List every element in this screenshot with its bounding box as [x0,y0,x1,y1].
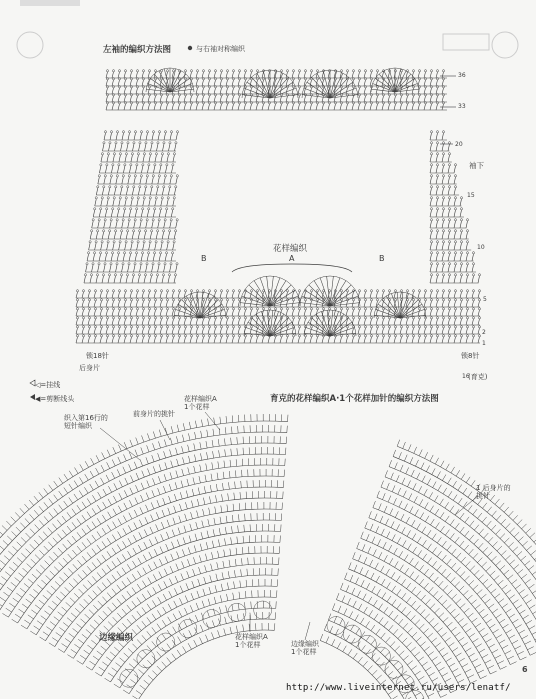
stitch-row-right [430,252,475,261]
ann-back-hem: 前身片的挑针 [133,410,175,418]
pattern-label: 花样编织 [273,244,308,254]
row-number: 2 [482,329,486,336]
stitch-row-bottom [76,290,481,298]
stitch-row-right [430,186,459,195]
row-number: 1 [482,340,486,347]
page-number: 6 [522,665,528,674]
shell-motif [304,310,356,336]
stitch-row-left [86,263,179,272]
stitch-row-right [430,274,481,283]
sleeve-chart-note: 与右袖对称编织 [196,45,245,53]
header-ornament-left [17,32,43,58]
stitch-row-top [106,78,447,86]
ann-short-rows: 织入第16行的 短针编织 [64,414,108,430]
stitch-row-left [84,274,177,283]
row-number: 5 [483,296,487,303]
left-bottom-label-1: 锁18针 [86,352,109,360]
right-bottom-label-1: 锁8针 [461,352,480,360]
stitch-row-right [430,197,463,206]
ann-edge-top: 边缘编织 [291,640,319,648]
shell-motif [146,68,194,92]
stitch-row-right [430,175,457,184]
stitch-row-left [101,153,176,162]
stitch-row-left [89,241,176,250]
row-number: 33 [458,103,466,110]
yoke-sector-right [320,440,536,699]
side-label-b-right: B [379,254,385,263]
stitch-row-bottom [76,326,481,334]
right-bottom-label-2: (育克) [468,373,488,381]
leader-line [205,412,220,430]
stitch-row-left [95,197,176,206]
stitch-row-right [430,241,471,250]
left-bottom-label-2: 后身片 [79,364,100,372]
stitch-row-right [430,219,469,228]
row-number: 10 [477,244,485,251]
sleeve-under-label: 袖下 [469,161,484,170]
stitch-row-top [106,102,447,110]
stitch-row-right [430,153,452,162]
row-number: 36 [458,72,466,79]
stitch-row-bottom [76,335,481,343]
header-ornament-right [492,32,518,58]
stitch-row-left [99,164,176,173]
stitch-row-left [92,219,179,228]
yoke-chart-title: 育克的花样编织A·1个花样加针的编织方法图 [270,394,439,404]
shell-motif [240,276,300,306]
stitch-row-bottom [76,317,481,325]
stitch-row-left [104,131,179,140]
stitch-row-left [96,186,177,195]
stitch-row-left [93,208,176,217]
pattern-bracket [232,264,352,272]
stitch-row-right [430,164,457,173]
ann-front-pickup: 1 后身片的 挑针 [476,484,511,500]
ann-pattern-top: 花样编织A 1个花样 [184,395,217,411]
source-url: http://www.liveinternet.ru/users/lenatf/ [286,683,511,693]
ann-edge-bottom: 1个花样 [291,648,317,656]
center-label-a: A [289,254,295,263]
edging-title: 边缘编织 [99,633,134,643]
sleeve-chart-title: 左袖的编织方法图 [103,45,172,55]
stitch-row-left [98,175,179,184]
stitch-row-right [430,208,464,217]
shell-motif [174,292,226,318]
legend-item-cut-yarn: ◀=剪断线头 [35,395,75,403]
note-bullet [188,46,192,50]
row-number: 15 [467,192,475,199]
row-number: 20 [455,141,463,148]
legend-item-yarn-over: ◁=挂线 [35,381,61,389]
leader-line [160,420,170,440]
stitch-row-left [102,142,177,151]
right-bottom-row-number: 16 [462,373,470,380]
header-box-right [443,34,489,50]
stitch-row-right [430,230,469,239]
stitch-row-left [90,230,177,239]
side-label-b-left: B [201,254,207,263]
leader-line [305,622,310,640]
stitch-row-right [430,131,447,140]
stitch-row-right [430,142,451,151]
shell-motif [300,276,360,306]
ann-pattern-bottom: 花样编织A 1个花样 [235,633,268,649]
stitch-row-left [87,252,176,261]
leader-line [100,428,140,460]
yoke-sector-left [0,414,288,699]
stitch-row-right [430,263,476,272]
shell-motif [244,310,296,336]
header-tab-mark [20,0,80,6]
stitch-row-top [106,94,447,102]
